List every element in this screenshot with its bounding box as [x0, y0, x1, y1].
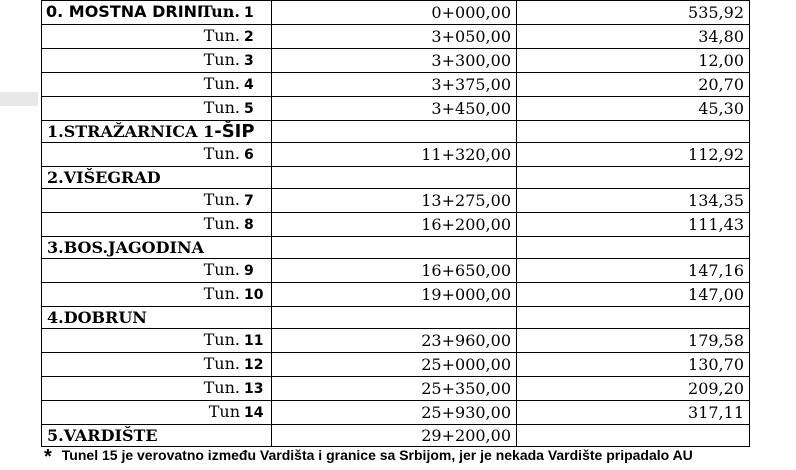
tunnel-label: Tun. [203, 26, 240, 45]
tunnel-name-cell [42, 401, 272, 425]
section-label: 2.VIŠEGRAD [47, 168, 161, 187]
km-cell: 25+930,00 [272, 401, 517, 425]
tunnel-name-cell [42, 143, 272, 167]
table-row [42, 25, 750, 49]
km-cell [272, 167, 517, 189]
section-label: 1.STRAŽARNICA 1 [47, 122, 215, 141]
km-cell: 13+275,00 [272, 189, 517, 213]
tunnel-name-cell [42, 329, 272, 353]
table-row [42, 49, 750, 73]
tunnel-name-cell [42, 49, 272, 73]
tunnel-label: Tun. [203, 74, 240, 93]
length-cell: 535,92 [517, 1, 750, 25]
tunnel-name-cell [42, 283, 272, 307]
table-row [42, 213, 750, 237]
tunnel-number: 9 [244, 263, 254, 279]
section-row [42, 425, 750, 447]
length-cell: 12,00 [517, 49, 750, 73]
tunnel-label: Tun. [203, 144, 240, 163]
section-label: 4.DOBRUN [47, 308, 147, 327]
section-row [42, 307, 750, 329]
tunnel-number: 12 [244, 357, 264, 373]
tunnel-label: Tun. [203, 214, 240, 233]
table-row [42, 283, 750, 307]
km-cell: 11+320,00 [272, 143, 517, 167]
km-cell: 23+960,00 [272, 329, 517, 353]
km-cell: 29+200,00 [272, 425, 517, 447]
footnote-marker: * [44, 446, 52, 468]
table-row [42, 143, 750, 167]
tunnel-number: 10 [244, 287, 264, 303]
tunnel-number: 2 [244, 29, 254, 45]
tunnel-number: 11 [244, 333, 264, 349]
length-cell [517, 121, 750, 143]
tunnel-label: Tun. [203, 190, 240, 209]
tunnel-number: 14 [244, 405, 264, 421]
tunnel-name-cell [42, 353, 272, 377]
tunnel-name-cell [42, 213, 272, 237]
tunnel-name-cell [42, 73, 272, 97]
length-cell: 317,11 [517, 401, 750, 425]
tunnel-table-body [42, 1, 750, 447]
tunnel-number: 1 [244, 5, 254, 21]
tunnel-label: Tun. [203, 98, 240, 117]
tunnel-name-cell [42, 377, 272, 401]
km-cell: 25+350,00 [272, 377, 517, 401]
length-cell: 112,92 [517, 143, 750, 167]
section-row [42, 121, 750, 143]
length-cell: 134,35 [517, 189, 750, 213]
km-cell: 3+450,00 [272, 97, 517, 121]
tunnel-label: Tun. [203, 354, 240, 373]
length-cell: 179,58 [517, 329, 750, 353]
section-label: 3.BOS.JAGODINA [47, 238, 204, 257]
tunnel-number: 6 [244, 147, 254, 163]
length-cell [517, 167, 750, 189]
table-row [42, 259, 750, 283]
km-cell: 3+300,00 [272, 49, 517, 73]
length-cell: 20,70 [517, 73, 750, 97]
table-row [42, 353, 750, 377]
section-name-cell [42, 237, 272, 259]
footnote [44, 446, 693, 469]
section-label: 0. MOSTNA DRINI [46, 2, 203, 21]
table-row [42, 97, 750, 121]
km-cell [272, 237, 517, 259]
tunnel-number: 8 [244, 217, 254, 233]
tunnel-name-cell [42, 97, 272, 121]
length-cell [517, 307, 750, 329]
section-row [42, 237, 750, 259]
section-label: 5.VARDIŠTE [47, 426, 158, 445]
km-cell [272, 121, 517, 143]
table-row [42, 377, 750, 401]
tunnel-name-cell [42, 1, 272, 25]
length-cell: 111,43 [517, 213, 750, 237]
section-name-cell [42, 121, 272, 143]
km-cell: 19+000,00 [272, 283, 517, 307]
length-cell: 147,00 [517, 283, 750, 307]
km-cell: 3+050,00 [272, 25, 517, 49]
scan-smudge [0, 92, 38, 106]
tunnel-number: 4 [244, 77, 254, 93]
table-row [42, 401, 750, 425]
tunnel-label: Tun. [200, 2, 240, 21]
km-cell: 16+650,00 [272, 259, 517, 283]
length-cell: 147,16 [517, 259, 750, 283]
length-cell: 209,20 [517, 377, 750, 401]
footnote-text: Tunel 15 je verovatno između Vardišta i granice sa Srbijom, jer je nekada Vardište pripadalo AU [61, 447, 693, 463]
section-name-cell [42, 425, 272, 447]
km-cell: 16+200,00 [272, 213, 517, 237]
table-row [42, 329, 750, 353]
km-cell: 3+375,00 [272, 73, 517, 97]
length-cell: 34,80 [517, 25, 750, 49]
section-suffix: -ŠIP [214, 121, 255, 142]
tunnel-name-cell [42, 25, 272, 49]
tunnel-name-cell [42, 189, 272, 213]
tunnel-number: 3 [244, 53, 254, 69]
tunnel-label: Tun. [203, 330, 240, 349]
tunnel-number: 7 [244, 193, 254, 209]
tunnel-label: Tun. [203, 260, 240, 279]
tunnel-label: Tun. [203, 378, 240, 397]
tunnel-name-cell [42, 259, 272, 283]
table-row [42, 1, 750, 25]
length-cell [517, 425, 750, 447]
tunnel-label: Tun. [203, 50, 240, 69]
tunnel-number: 13 [244, 381, 264, 397]
tunnel-label: Tun. [203, 284, 240, 303]
table-row [42, 189, 750, 213]
length-cell: 130,70 [517, 353, 750, 377]
section-row [42, 167, 750, 189]
tunnel-number: 5 [244, 101, 254, 117]
section-name-cell [42, 167, 272, 189]
tunnel-label: Tun [208, 402, 240, 421]
km-cell: 0+000,00 [272, 1, 517, 25]
km-cell: 25+000,00 [272, 353, 517, 377]
length-cell [517, 237, 750, 259]
section-name-cell [42, 307, 272, 329]
tunnel-table [41, 0, 750, 447]
table-row [42, 73, 750, 97]
length-cell: 45,30 [517, 97, 750, 121]
km-cell [272, 307, 517, 329]
